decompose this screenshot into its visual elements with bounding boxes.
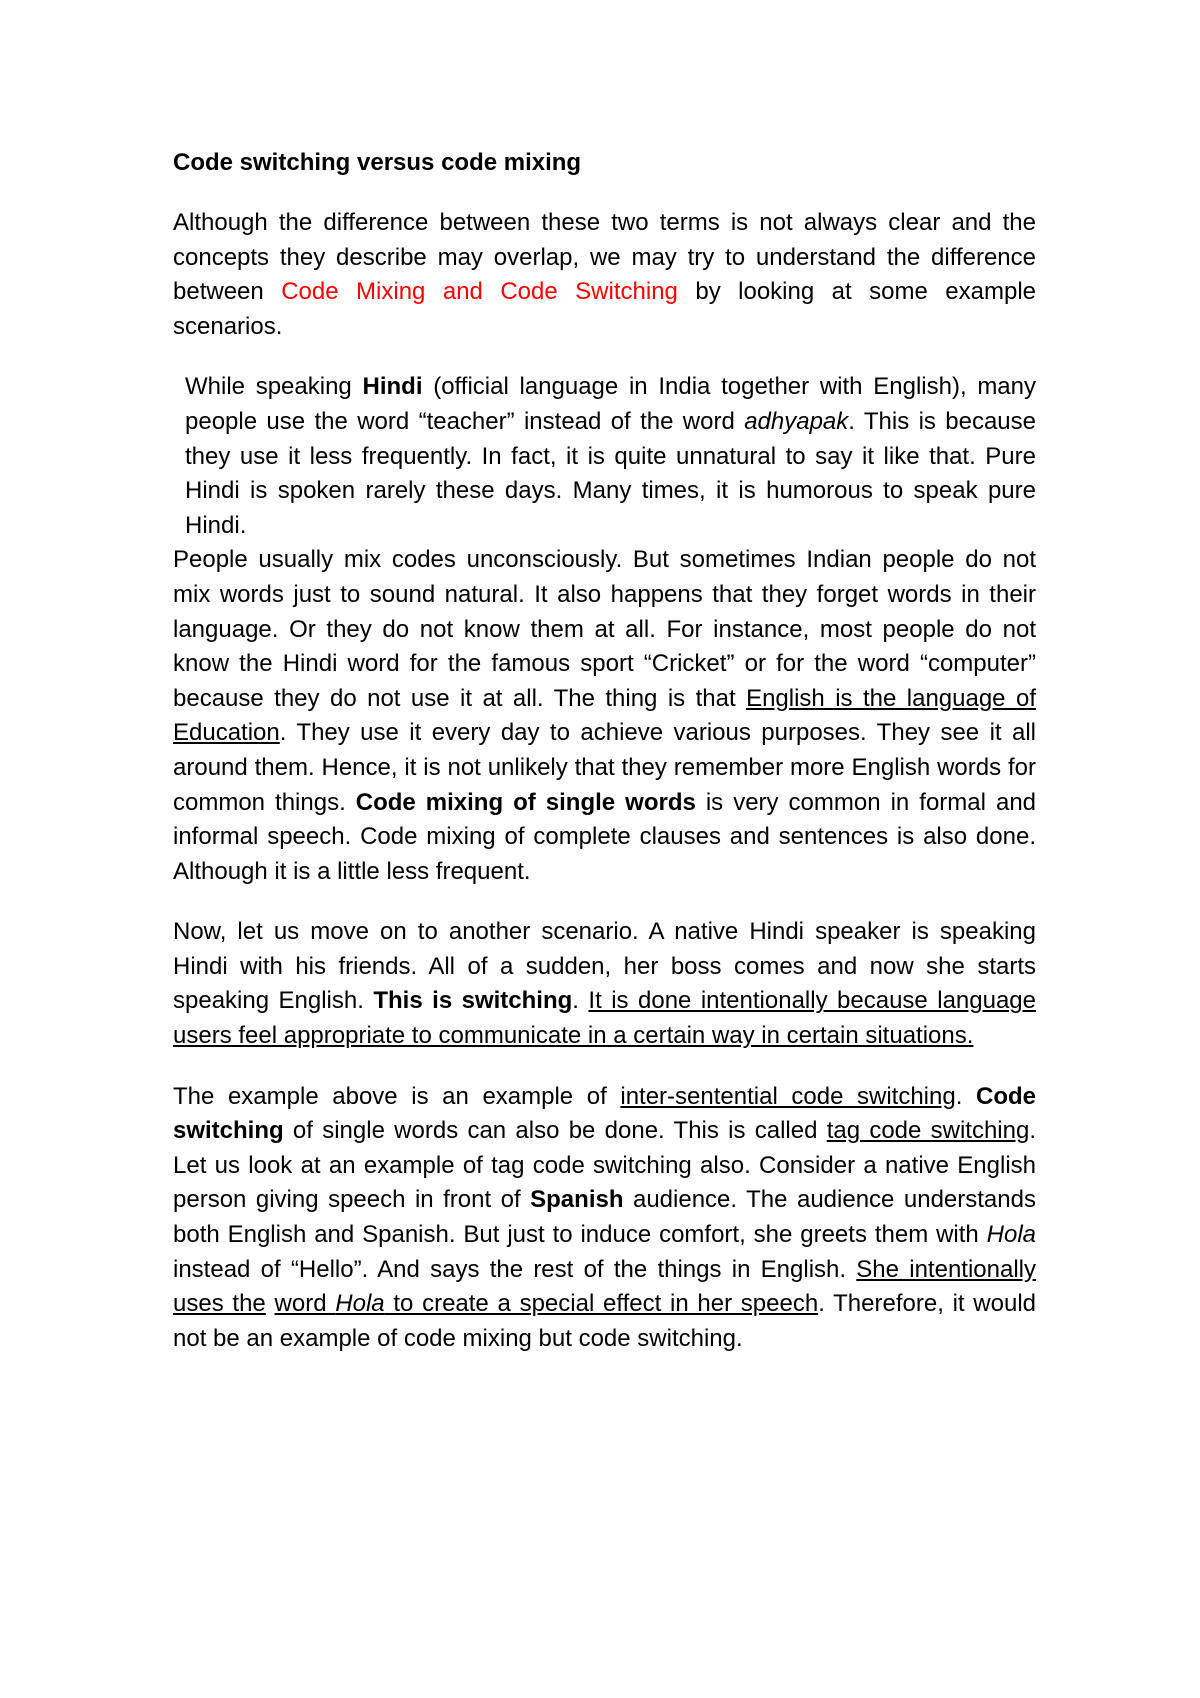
italic-term-hola: Hola <box>335 1290 385 1318</box>
paragraph-switching-scenario <box>173 915 1036 1053</box>
text-run: . <box>955 1082 976 1110</box>
paragraph-tag-switching <box>173 1080 1036 1357</box>
document-body <box>173 146 1036 1356</box>
bold-phrase: Code switching <box>173 1082 1036 1145</box>
text-run: Although the difference between these two terms is not always clear and the concepts they describe may overlap, we may try to understand the difference between <box>173 209 1036 306</box>
underlined-phrase: word <box>274 1290 336 1318</box>
text-run: by looking at some example scenarios. <box>173 278 1036 340</box>
document-title: Code switching versus code mixing <box>173 149 582 176</box>
text-run: . Let us look at an example of tag code switching also. Consider a native English person giving speech in front of <box>173 1117 1037 1214</box>
text-run: . Therefore, it would not be an example of code mixing but code switching. <box>173 1290 1037 1352</box>
underlined-phrase: She intentionally uses the <box>173 1255 1036 1318</box>
paragraph-intro <box>173 206 1036 344</box>
text-run: (official language in India together with English), many people use the word “teacher” instead of the word <box>185 373 1037 435</box>
text-run: is very common in formal and informal speech. Code mixing of complete clauses and sentences is also done. Although it is a little less frequent. <box>173 788 1037 885</box>
bold-phrase: This is switching <box>373 987 573 1015</box>
italic-term-adhyapak: adhyapak <box>744 407 849 435</box>
bold-term-hindi: Hindi <box>362 373 423 401</box>
text-run: audience. The audience understands both English and Spanish. But just to induce comfort, she greets them with <box>173 1186 1036 1249</box>
bold-term-spanish: Spanish <box>530 1186 624 1214</box>
underlined-phrase: inter-sentential code switching <box>620 1082 956 1110</box>
text-run: . This is because they use it less frequently. In fact, it is quite unnatural to say it like that. Pure Hindi is spoken rarely these days. Many times, it is humorous to speak pure Hindi. <box>185 407 1036 539</box>
text-run: While speaking <box>185 373 363 401</box>
paragraph-hindi-example <box>173 370 1036 543</box>
text-run <box>266 1290 275 1317</box>
underlined-phrase: tag code switching <box>826 1117 1030 1145</box>
text-run: . They use it every day to achieve various purposes. They see it all around them. Hence, it is not unlikely that they remember more English words for common things. <box>173 719 1036 816</box>
underlined-phrase: It is done intentionally because language users feel appropriate to communicate in a certain way in certain situations. <box>173 987 1036 1050</box>
text-run: Now, let us move on to another scenario. A native Hindi speaker is speaking Hindi with his friends. All of a sudden, her boss comes and now she starts speaking English. <box>173 918 1036 1015</box>
text-run: People usually mix codes unconsciously. But sometimes Indian people do not mix words just to sound natural. It also happens that they forget words in their language. Or they do not know them at all. For instance, most people do not know the Hindi word for the famous sport “Cricket” or for the word “computer” because they do not use it at all. The thing is that <box>173 546 1036 712</box>
text-run: . <box>572 987 589 1015</box>
underlined-phrase: English is the language of Education <box>173 684 1036 747</box>
highlighted-term: Code Mixing and Code Switching <box>281 278 678 306</box>
underlined-phrase: to create a special effect in her speech <box>384 1290 819 1318</box>
text-run: of single words can also be done. This is called <box>283 1117 827 1145</box>
italic-term-hola: Hola <box>986 1221 1036 1249</box>
text-run: The example above is an example of <box>173 1082 621 1110</box>
paragraph-code-mixing <box>173 543 1036 889</box>
text-run: instead of “Hello”. And says the rest of the things in English. <box>173 1255 857 1283</box>
bold-phrase: Code mixing of single words <box>355 788 696 816</box>
